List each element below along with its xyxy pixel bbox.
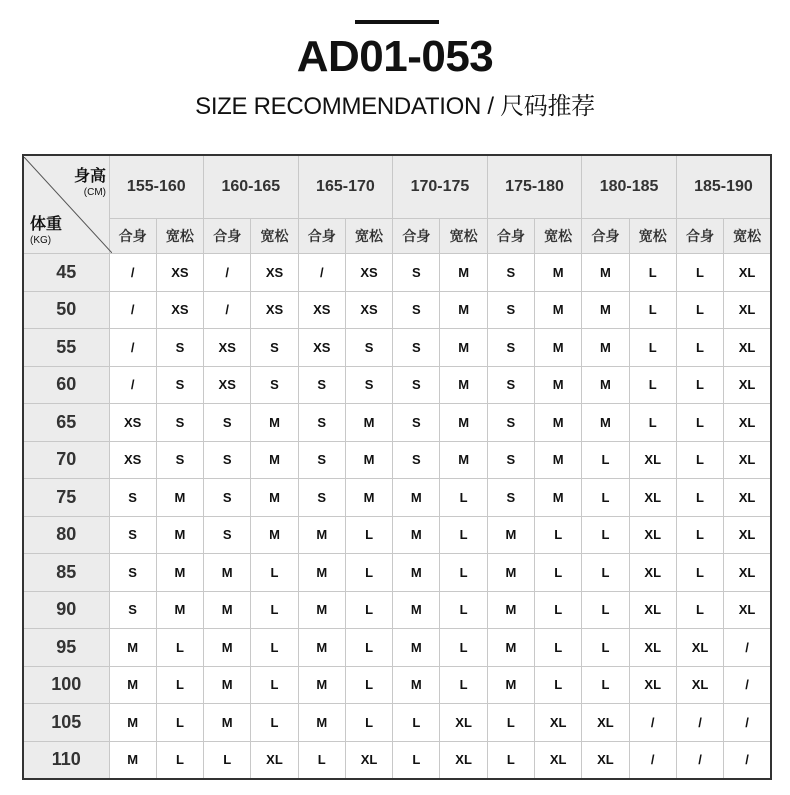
size-cell: XL xyxy=(629,591,676,629)
size-cell: L xyxy=(535,591,582,629)
size-cell: M xyxy=(582,404,629,442)
weight-cell: 90 xyxy=(23,591,109,629)
size-cell: L xyxy=(535,554,582,592)
size-cell: S xyxy=(109,591,156,629)
weight-label: 体重 (KG) xyxy=(30,217,62,249)
size-cell: S xyxy=(393,404,440,442)
size-cell: XS xyxy=(156,291,203,329)
size-cell: M xyxy=(440,404,487,442)
size-cell: L xyxy=(582,441,629,479)
size-cell: S xyxy=(345,329,392,367)
size-cell: S xyxy=(487,329,534,367)
fit-label-fitted: 合身 xyxy=(109,219,156,254)
fit-label-loose: 宽松 xyxy=(440,219,487,254)
size-cell: / xyxy=(109,291,156,329)
size-cell: / xyxy=(724,741,771,779)
size-cell: M xyxy=(204,591,251,629)
size-cell: L xyxy=(535,516,582,554)
size-cell: S xyxy=(298,366,345,404)
height-range-header: 185-190 xyxy=(676,155,771,219)
size-cell: L xyxy=(440,629,487,667)
size-cell: M xyxy=(204,704,251,742)
size-cell: XL xyxy=(724,254,771,292)
weight-cell: 110 xyxy=(23,741,109,779)
size-chart-body xyxy=(23,254,771,780)
size-cell: L xyxy=(582,591,629,629)
size-cell: S xyxy=(156,329,203,367)
page-subtitle: SIZE RECOMMENDATION / 尺码推荐 xyxy=(195,93,595,120)
size-cell: L xyxy=(582,554,629,592)
size-cell: L xyxy=(676,554,723,592)
size-cell: S xyxy=(345,366,392,404)
size-cell: / xyxy=(724,704,771,742)
size-cell: L xyxy=(582,479,629,517)
size-cell: M xyxy=(204,629,251,667)
size-cell: XL xyxy=(535,741,582,779)
fit-label-loose: 宽松 xyxy=(156,219,203,254)
weight-cell: 95 xyxy=(23,629,109,667)
size-cell: S xyxy=(204,441,251,479)
weight-cell: 60 xyxy=(23,366,109,404)
table-row xyxy=(23,591,771,629)
weight-cell: 75 xyxy=(23,479,109,517)
size-cell: S xyxy=(251,329,298,367)
size-cell: L xyxy=(440,591,487,629)
size-cell: M xyxy=(298,516,345,554)
size-cell: XS xyxy=(251,254,298,292)
size-cell: L xyxy=(629,291,676,329)
size-cell: XL xyxy=(724,479,771,517)
size-cell: M xyxy=(440,366,487,404)
size-cell: M xyxy=(487,666,534,704)
size-cell: XS xyxy=(345,254,392,292)
size-cell: M xyxy=(298,591,345,629)
size-cell: M xyxy=(487,629,534,667)
size-cell: L xyxy=(582,516,629,554)
size-cell: XS xyxy=(204,329,251,367)
size-cell: L xyxy=(535,629,582,667)
size-cell: S xyxy=(487,291,534,329)
size-cell: XL xyxy=(724,366,771,404)
weight-unit: (KG) xyxy=(30,234,52,246)
size-cell: M xyxy=(251,441,298,479)
size-cell: L xyxy=(156,741,203,779)
table-row xyxy=(23,704,771,742)
size-cell: M xyxy=(156,479,203,517)
size-cell: S xyxy=(393,254,440,292)
size-cell: L xyxy=(345,554,392,592)
size-cell: L xyxy=(676,441,723,479)
size-cell: L xyxy=(298,741,345,779)
weight-cell: 105 xyxy=(23,704,109,742)
size-cell: L xyxy=(345,629,392,667)
fit-label-loose: 宽松 xyxy=(345,219,392,254)
size-cell: M xyxy=(109,704,156,742)
size-cell: M xyxy=(109,666,156,704)
size-cell: XS xyxy=(251,291,298,329)
table-row xyxy=(23,666,771,704)
size-cell: S xyxy=(156,441,203,479)
table-row xyxy=(23,741,771,779)
size-cell: XS xyxy=(109,404,156,442)
fit-label-loose: 宽松 xyxy=(535,219,582,254)
size-cell: M xyxy=(251,516,298,554)
fit-label-fitted: 合身 xyxy=(298,219,345,254)
size-cell: L xyxy=(676,254,723,292)
size-cell: XS xyxy=(298,329,345,367)
size-cell: L xyxy=(393,704,440,742)
size-cell: M xyxy=(440,329,487,367)
size-cell: L xyxy=(676,591,723,629)
size-cell: XL xyxy=(629,516,676,554)
size-cell: XL xyxy=(582,741,629,779)
size-cell: S xyxy=(487,441,534,479)
size-cell: XL xyxy=(724,291,771,329)
fit-label-fitted: 合身 xyxy=(582,219,629,254)
size-cell: S xyxy=(487,404,534,442)
size-cell: S xyxy=(204,404,251,442)
table-row xyxy=(23,516,771,554)
fit-label-fitted: 合身 xyxy=(393,219,440,254)
weight-cell: 55 xyxy=(23,329,109,367)
size-cell: XL xyxy=(676,666,723,704)
size-cell: L xyxy=(345,666,392,704)
size-cell: XL xyxy=(582,704,629,742)
size-cell: XS xyxy=(345,291,392,329)
corner-header xyxy=(23,155,109,254)
size-cell: M xyxy=(393,516,440,554)
size-cell: / xyxy=(298,254,345,292)
size-cell: M xyxy=(345,479,392,517)
size-cell: XL xyxy=(676,629,723,667)
size-cell: S xyxy=(393,329,440,367)
size-cell: XL xyxy=(724,516,771,554)
size-cell: S xyxy=(298,404,345,442)
size-cell: L xyxy=(582,666,629,704)
size-cell: XL xyxy=(629,629,676,667)
height-range-header: 180-185 xyxy=(582,155,677,219)
height-label: 身高 (CM) xyxy=(74,169,106,201)
size-cell: M xyxy=(535,254,582,292)
size-cell: XL xyxy=(440,741,487,779)
size-cell: M xyxy=(204,554,251,592)
size-cell: L xyxy=(487,741,534,779)
size-cell: XL xyxy=(629,666,676,704)
weight-cell: 65 xyxy=(23,404,109,442)
height-range-header: 165-170 xyxy=(298,155,393,219)
size-cell: L xyxy=(251,704,298,742)
size-cell: L xyxy=(251,554,298,592)
size-cell: L xyxy=(440,666,487,704)
size-cell: M xyxy=(393,591,440,629)
size-cell: / xyxy=(109,329,156,367)
size-cell: L xyxy=(440,516,487,554)
size-cell: XL xyxy=(724,329,771,367)
size-cell: XL xyxy=(724,441,771,479)
table-row xyxy=(23,329,771,367)
size-cell: L xyxy=(345,516,392,554)
size-cell: / xyxy=(204,254,251,292)
size-cell: L xyxy=(251,629,298,667)
weight-cell: 100 xyxy=(23,666,109,704)
weight-cell: 80 xyxy=(23,516,109,554)
size-cell: / xyxy=(724,629,771,667)
size-cell: M xyxy=(298,554,345,592)
size-cell: XL xyxy=(724,554,771,592)
size-cell: XL xyxy=(629,441,676,479)
size-cell: L xyxy=(535,666,582,704)
size-cell: XS xyxy=(204,366,251,404)
table-row xyxy=(23,291,771,329)
size-cell: S xyxy=(393,441,440,479)
size-cell: S xyxy=(109,516,156,554)
fit-label-loose: 宽松 xyxy=(724,219,771,254)
size-cell: M xyxy=(487,516,534,554)
size-cell: M xyxy=(535,291,582,329)
size-cell: L xyxy=(676,479,723,517)
size-cell: M xyxy=(582,291,629,329)
size-cell: M xyxy=(393,554,440,592)
size-cell: M xyxy=(156,591,203,629)
size-cell: L xyxy=(156,666,203,704)
table-row xyxy=(23,629,771,667)
size-cell: S xyxy=(156,404,203,442)
table-row xyxy=(23,441,771,479)
size-cell: XL xyxy=(724,591,771,629)
size-cell: L xyxy=(629,254,676,292)
weight-cell: 45 xyxy=(23,254,109,292)
size-cell: M xyxy=(393,479,440,517)
size-cell: / xyxy=(629,704,676,742)
size-cell: M xyxy=(393,666,440,704)
size-cell: L xyxy=(629,404,676,442)
size-cell: L xyxy=(393,741,440,779)
size-cell: / xyxy=(676,704,723,742)
size-cell: / xyxy=(109,366,156,404)
size-cell: M xyxy=(535,329,582,367)
size-cell: XS xyxy=(156,254,203,292)
size-cell: M xyxy=(535,441,582,479)
size-cell: / xyxy=(204,291,251,329)
size-cell: M xyxy=(440,254,487,292)
height-range-header: 170-175 xyxy=(393,155,488,219)
size-cell: M xyxy=(345,441,392,479)
size-cell: M xyxy=(298,666,345,704)
size-cell: S xyxy=(109,554,156,592)
size-cell: M xyxy=(535,479,582,517)
size-cell: M xyxy=(156,516,203,554)
fit-label-loose: 宽松 xyxy=(629,219,676,254)
table-row xyxy=(23,554,771,592)
size-cell: L xyxy=(629,366,676,404)
size-cell: S xyxy=(204,479,251,517)
size-cell: M xyxy=(109,629,156,667)
size-cell: M xyxy=(345,404,392,442)
size-cell: XL xyxy=(440,704,487,742)
title-divider xyxy=(355,20,439,24)
size-cell: L xyxy=(676,329,723,367)
size-cell: S xyxy=(156,366,203,404)
table-row xyxy=(23,366,771,404)
size-cell: S xyxy=(487,254,534,292)
size-cell: M xyxy=(440,291,487,329)
table-row xyxy=(23,404,771,442)
table-row xyxy=(23,479,771,517)
size-cell: M xyxy=(109,741,156,779)
height-range-header: 175-180 xyxy=(487,155,582,219)
size-cell: M xyxy=(251,404,298,442)
fit-label-row xyxy=(23,219,771,254)
size-cell: S xyxy=(298,441,345,479)
size-cell: L xyxy=(676,291,723,329)
size-cell: M xyxy=(251,479,298,517)
size-cell: L xyxy=(440,554,487,592)
size-cell: M xyxy=(582,329,629,367)
size-cell: L xyxy=(582,629,629,667)
size-cell: L xyxy=(440,479,487,517)
size-cell: M xyxy=(440,441,487,479)
size-cell: L xyxy=(487,704,534,742)
fit-label-fitted: 合身 xyxy=(487,219,534,254)
size-cell: M xyxy=(535,366,582,404)
size-cell: L xyxy=(251,591,298,629)
weight-cell: 70 xyxy=(23,441,109,479)
size-cell: S xyxy=(487,479,534,517)
size-cell: XL xyxy=(345,741,392,779)
table-row xyxy=(23,254,771,292)
size-cell: L xyxy=(345,591,392,629)
size-cell: / xyxy=(109,254,156,292)
size-chart-table xyxy=(22,154,772,780)
size-cell: M xyxy=(204,666,251,704)
height-range-header: 160-165 xyxy=(204,155,299,219)
size-cell: XS xyxy=(109,441,156,479)
size-cell: M xyxy=(582,254,629,292)
size-cell: / xyxy=(724,666,771,704)
size-cell: S xyxy=(393,366,440,404)
size-cell: L xyxy=(345,704,392,742)
size-cell: S xyxy=(109,479,156,517)
size-cell: XL xyxy=(535,704,582,742)
size-cell: L xyxy=(676,516,723,554)
size-cell: / xyxy=(676,741,723,779)
size-cell: XL xyxy=(724,404,771,442)
size-cell: / xyxy=(629,741,676,779)
size-cell: M xyxy=(156,554,203,592)
size-cell: L xyxy=(156,704,203,742)
fit-label-loose: 宽松 xyxy=(251,219,298,254)
fit-label-fitted: 合身 xyxy=(676,219,723,254)
size-cell: S xyxy=(487,366,534,404)
size-cell: M xyxy=(535,404,582,442)
size-cell: M xyxy=(393,629,440,667)
size-cell: L xyxy=(629,329,676,367)
size-cell: M xyxy=(582,366,629,404)
size-cell: XL xyxy=(629,479,676,517)
height-range-header: 155-160 xyxy=(109,155,204,219)
size-cell: M xyxy=(298,704,345,742)
height-unit: (CM) xyxy=(83,186,106,198)
fit-label-fitted: 合身 xyxy=(204,219,251,254)
size-cell: L xyxy=(676,404,723,442)
size-cell: XS xyxy=(298,291,345,329)
page-title: AD01-053 xyxy=(296,32,494,81)
size-cell: L xyxy=(251,666,298,704)
weight-cell: 85 xyxy=(23,554,109,592)
height-range-row xyxy=(23,155,771,219)
size-cell: S xyxy=(204,516,251,554)
size-cell: S xyxy=(251,366,298,404)
size-cell: M xyxy=(298,629,345,667)
size-cell: M xyxy=(487,554,534,592)
size-cell: S xyxy=(298,479,345,517)
weight-cell: 50 xyxy=(23,291,109,329)
size-cell: S xyxy=(393,291,440,329)
size-cell: XL xyxy=(629,554,676,592)
size-cell: L xyxy=(204,741,251,779)
size-cell: L xyxy=(676,366,723,404)
size-cell: XL xyxy=(251,741,298,779)
size-cell: L xyxy=(156,629,203,667)
size-cell: M xyxy=(487,591,534,629)
